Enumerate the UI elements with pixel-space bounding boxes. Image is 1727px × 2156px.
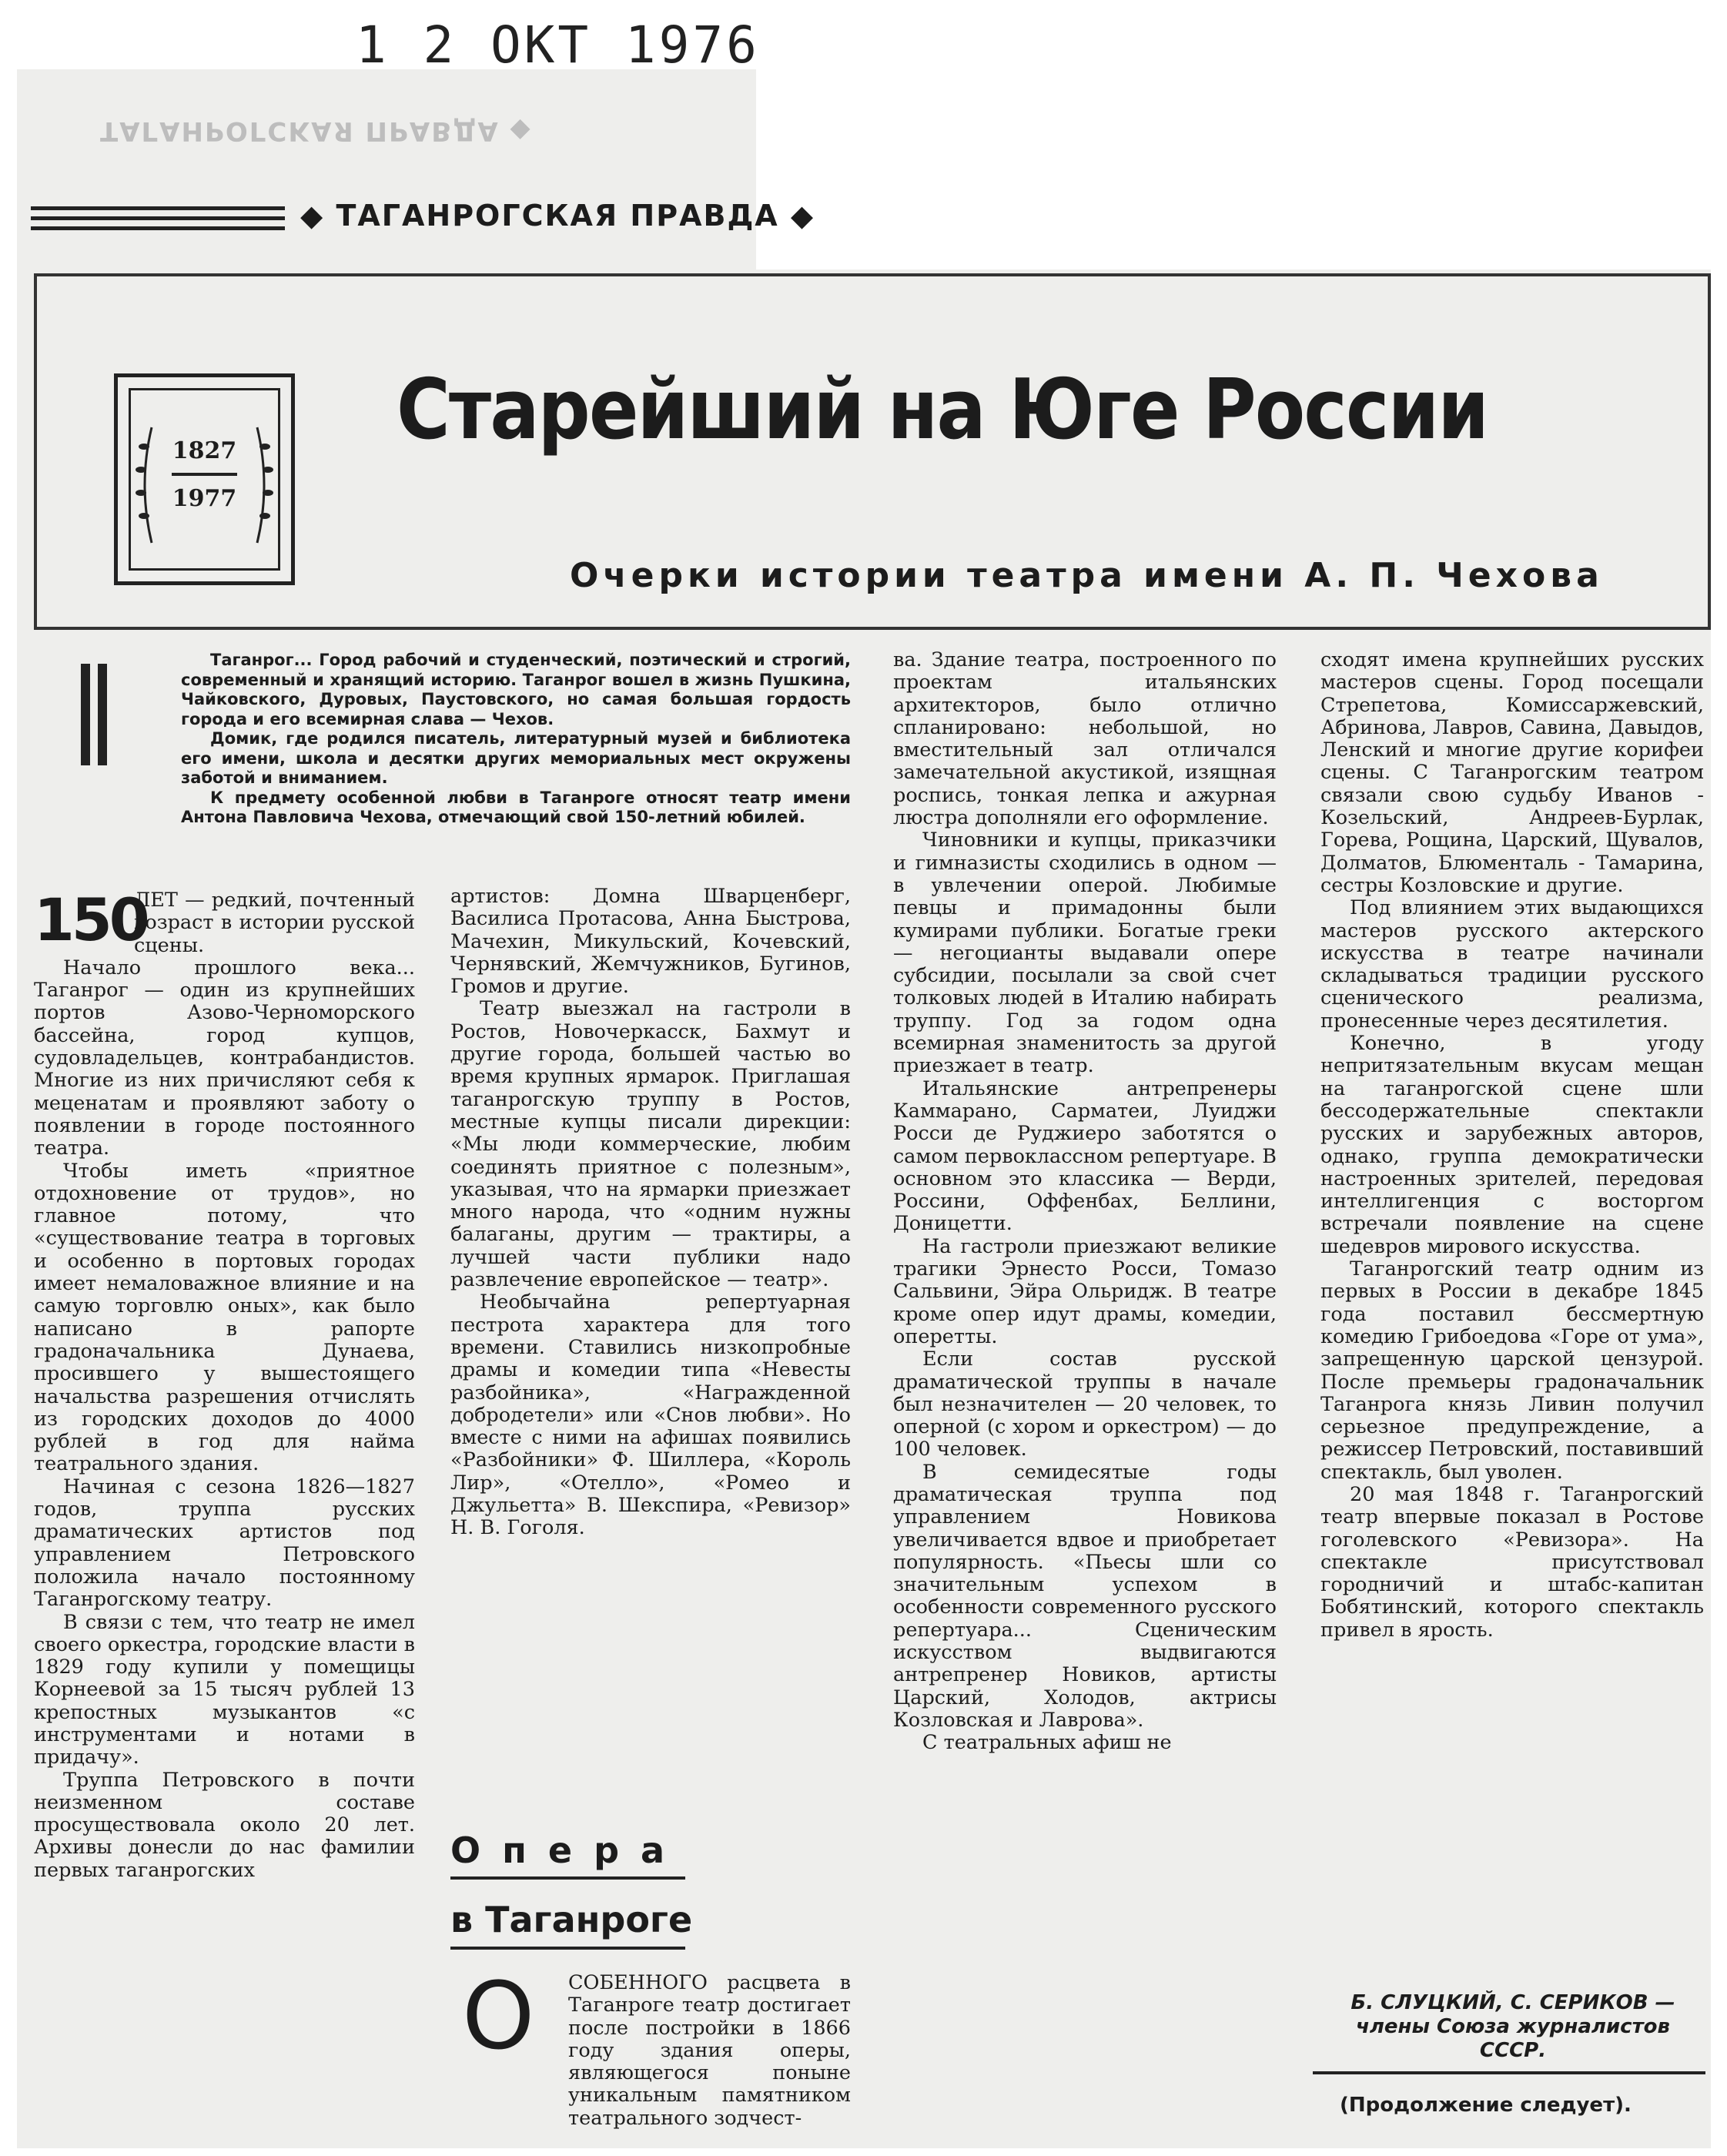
section-title-taganrog: в Таганроге [450, 1899, 693, 1940]
section-title-underline [450, 1947, 685, 1950]
column-paragraph: Начиная с сезона 1826—1827 годов, труппа русских драматических артистов под управлением Петровского положила начало постоянному Таганрогскому театру. [34, 1475, 415, 1612]
header-rule-1 [31, 206, 285, 210]
lead-marker-bar [81, 664, 90, 765]
header-rule-2 [31, 216, 285, 220]
subheadline: Очерки истории театра имени А. П. Чехова [570, 556, 1604, 595]
section-title-underline [450, 1876, 685, 1880]
newspaper-name: ◆ ТАГАНРОГСКАЯ ПРАВДА ◆ [300, 199, 815, 233]
column-paragraph: На гастроли приезжают великие трагики Эрнесто Росси, Томазо Сальвини, Эйра Ольридж. В театре кроме опер идут драмы, комедии, оперетты. [893, 1234, 1277, 1348]
lead-marker-bar [98, 664, 107, 765]
column-paragraph: Необычайна репертуарная пестрота характера для того времени. Ставились низкопробные драмы и комедии типа «Невесты разбойника», «Награжденной добродетели» или «Снов любви». Но вместе с ними на афишах появились «Разбойники» Ф. Шиллера, «Король Лир», «Отелло», «Ромео и Джульетта» В. Шекспира, «Ревизор» Н. В. Гоголя. [450, 1291, 851, 1540]
column-paragraph: Конечно, в угоду непритязательным вкусам мещан на таганрогской сцене шли бессодержательные спектакли русских и зарубежных авторов, однако, группа демократически настроенных зрителей, передовая интеллигенция с восторгом встречали появление на сцене шедевров мирового искусства. [1320, 1032, 1704, 1258]
column-paragraph: Таганрогский театр одним из первых в России в декабре 1845 года поставил бессмертную комедию Грибоедова «Горе от ума», запрещенную царской цензурой. После премьеры градоначальник Таганрога князь Ливин получил серьезное предупреждение, а режиссер Петровский, поставивший спектакль, был уволен. [1320, 1257, 1704, 1484]
column-paragraph: В связи с тем, что театр не имел своего оркестра, городские власти в 1829 году купили у помещицы Корнеевой за 15 тысяч рублей 13 крепостных музыкантов «с инструментами и нотами в придачу». [34, 1610, 415, 1769]
column-paragraph: Чиновники и купцы, приказчики и гимназисты сходились в одном — в увлечении оперой. Любимые певцы и примадонны были кумирами публики. Богатые греки — негоцианты выдавали опере субсидии, посылали за свой счет толковых людей в Италию набирать труппу. Год за годом одна всемирная знаменитость за другой приезжает в театр. [893, 829, 1277, 1078]
column-paragraph: Если состав русской драматической труппы в начале был незначителен — 20 человек, то оперной (с хором и оркестром) — до 100 человек. [893, 1348, 1277, 1461]
column-paragraph: Под влиянием этих выдающихся мастеров русского актерского искусства в театре начинали складываться традиции русского сценического реализма, пронесенные через десятилетия. [1320, 896, 1704, 1033]
author-divider [1313, 2071, 1705, 2074]
drop-cap: О [462, 1964, 535, 2071]
emblem-year-start: 1827 [172, 437, 237, 464]
column-paragraph: ЛЕТ — редкий, почтенный возраст в истории русской сцены. [134, 889, 415, 957]
laurel-left-icon [135, 424, 158, 547]
continuation-note: (Продолжение следует). [1340, 2094, 1632, 2117]
author-signature: Б. СЛУЦКИЙ, С. СЕРИКОВ — члены Союза журналистов СССР. [1350, 1991, 1675, 2062]
column-paragraph: Труппа Петровского в почти неизменном составе просуществовала около 20 лет. Архивы донесли до нас фамилии первых таганрогских [34, 1768, 415, 1882]
lead-paragraph: К предмету особенной любви в Таганроге относят театр имени Антона Павловича Чехова, отмечающий свой 150-летний юбилей. [181, 788, 851, 826]
column-paragraph: С театральных афиш не [922, 1731, 1172, 1755]
column-paragraph: В семидесятые годы драматическая труппа под управлением Новикова увеличивается вдвое и приобретает популярность. «Пьесы шли со значительным успехом в особенности современного русского репертуара... Сценическим искусством выдвигаются антрепренер Новиков, артисты Царский, Холодов, актрисы Козловская и Лаврова». [893, 1460, 1277, 1732]
column-paragraph: Чтобы иметь «приятное отдохновение от трудов», но главное потому, что «существование театра в торговых и особенно в портовых городах имеет немаловажное влияние и на самую торговлю оных», как было написано в рапорте градоначальника Дунаева, просившего у вышестоящего начальства разрешения отчислять из городских доходов до 4000 рублей в год для найма театрального здания. [34, 1159, 415, 1476]
date-stamp: 1 2 ОКТ 1976 [356, 15, 760, 75]
lead-paragraph: Домик, где родился писатель, литературный музей и библиотека его имени, школа и десятки других мемориальных мест окружены заботой и вниманием. [181, 729, 851, 787]
anniversary-number: 150 [34, 886, 147, 954]
column-1 [34, 889, 415, 1882]
opera-section-text: СОБЕННОГО расцвета в Таганроге театр достигает после постройки в 1866 году здания оперы, являющегося поныне уникальным памятником театрального зодчест- [568, 1971, 851, 2130]
emblem-divider [172, 473, 237, 476]
column-2 [450, 886, 851, 1540]
column-3 [893, 649, 1277, 1755]
lead-paragraphs [181, 651, 851, 828]
clipping-top-strip [17, 69, 756, 277]
column-paragraph: ва. Здание театра, построенного по проектам итальянских архитекторов, было отлично спланировано: небольшой, но вместительный зал отличался замечательной акустикой, изящная роспись, тонкая лепка и ажурная люстра дополняли его оформление. [893, 648, 1277, 830]
header-rule-3 [31, 226, 285, 230]
column-paragraph: артистов: Домна Шварценберг, Василиса Протасова, Анна Быстрова, Мачехин, Микульский, Кочевский, Чернявский, Жемчужников, Бугинов, Громов и другие. [450, 885, 851, 999]
column-paragraph: Театр выезжал на гастроли в Ростов, Новочеркасск, Бахмут и другие города, большей частью во время крупных ярмарок. Приглашая таганрогскую труппу в Ростов, местные купцы писали дирекции: «Мы люди коммерческие, любим соединять приятное с полезным», указывая, что на ярмарки приезжает много народа, что «одним нужны балаганы, другим — трактиры, а лучшей части публики надо развлечение европейское — театр». [450, 997, 851, 1292]
section-title-opera: Опера [450, 1830, 687, 1871]
column-4 [1320, 649, 1704, 1642]
column-paragraph: 20 мая 1848 г. Таганрогский театр впервые показал в Ростове гоголевского «Ревизора». На спектакле присутствовал городничий и штабс-капитан Бобятинский, которого спектакль привел в ярость. [1320, 1482, 1704, 1642]
column-paragraph: сходят имена крупнейших русских мастеров сцены. Город посещали Стрепетова, Комиссаржевский, Абринова, Лавров, Савина, Давыдов, Ленский и многие другие корифеи сцены. С Таганрогским театром связали свою судьбу Иванов - Козельский, Андреев-Бурлак, Горева, Рощина, Царский, Щувалов, Долматов, Блюменталь - Тамарина, сестры Козловские и другие. [1320, 648, 1704, 897]
emblem-year-end: 1977 [172, 485, 237, 512]
laurel-right-icon [251, 424, 274, 547]
lead-paragraph: Таганрог... Город рабочий и студенческий, поэтический и строгий, современный и хранящий историю. Таганрог вошел в жизнь Пушкина, Чайковского, Дуровых, Паустовского, но самая большая гордость города и его всемирная слава — Чехов. [181, 651, 851, 728]
lead-marker [81, 664, 109, 765]
column-paragraph: Итальянские антрепренеры Каммарано, Сарматеи, Луиджи Росси де Руджиеро заботятся о самом первоклассном репертуаре. В основном это классика — Верди, Россини, Оффенбах, Беллини, Доницетти. [893, 1076, 1277, 1236]
headline: Старейший на Юге России [397, 362, 1488, 458]
column-paragraph: Начало прошлого века... Таганрог — один из крупнейших портов Азово-Черноморского бассейна, город купцов, судовладельцев, контрабандистов. Многие из них причисляют себя к меценатам и проявляют заботу о появлении в городе постоянного театра. [34, 956, 415, 1160]
anniversary-emblem [114, 373, 295, 585]
bleed-through-text: ТАГАНРОГСКАЯ ПРАВДА ◆ [100, 116, 532, 146]
